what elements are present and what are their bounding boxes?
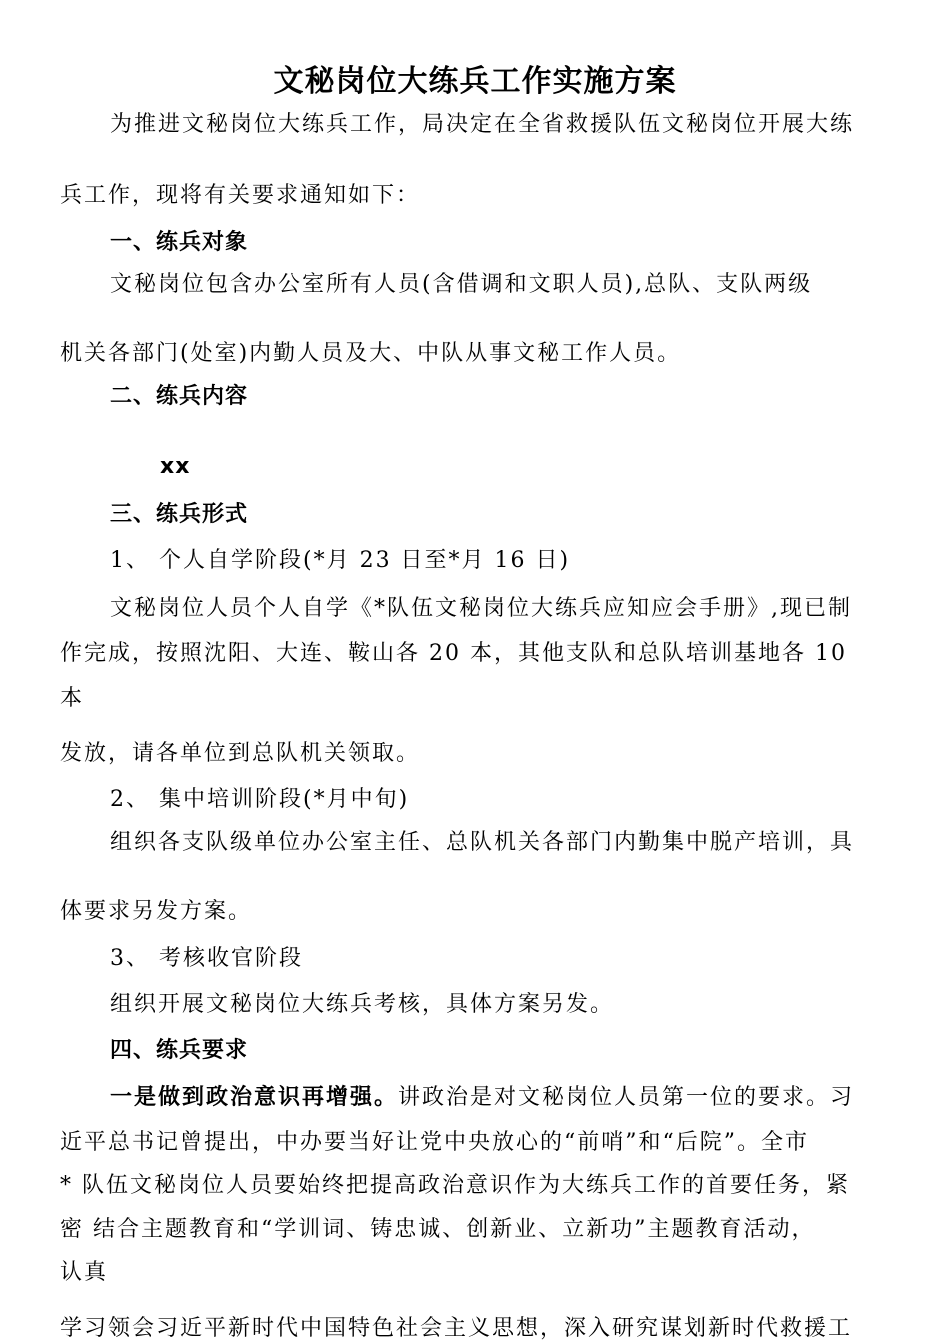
requirement-1-line-3: * 队伍文秘岗位人员要始终把提高政治意识作为大练兵工作的首要任务，紧 (60, 1173, 850, 1198)
stage-1-line-4: 发放，请各单位到总队机关领取。 (60, 741, 421, 766)
section-3-heading: 三、练兵形式 (110, 502, 249, 527)
section-1-line-2: 机关各部门(处室)内勤人员及大、中队从事文秘工作人员。 (60, 341, 682, 366)
section-4-heading: 四、练兵要求 (110, 1038, 249, 1063)
stage-1-title: 1、 个人自学阶段(*月 23 日至*月 16 日) (110, 548, 571, 573)
stage-2-line-2: 体要求另发方案。 (60, 899, 253, 924)
section-2-heading: 二、练兵内容 (110, 384, 249, 409)
stage-3-title: 3、 考核收官阶段 (110, 946, 303, 971)
document-title: 文秘岗位大练兵工作实施方案 (273, 64, 677, 99)
section-1-heading: 一、练兵对象 (110, 230, 249, 255)
stage-1-line-3: 本 (60, 686, 85, 711)
stage-1-line-1: 文秘岗位人员个人自学《*队伍文秘岗位大练兵应知应会手册》,现已制 (110, 596, 852, 621)
intro-line-2: 兵工作，现将有关要求通知如下： (60, 183, 421, 208)
requirement-1-line-6: 学习领会习近平新时代中国特色社会主义思想，深入研究谋划新时代救援工 (60, 1316, 853, 1341)
requirement-1-line-1 (110, 1083, 888, 1113)
intro-line-1: 为推进文秘岗位大练兵工作，局决定在全省救援队伍文秘岗位开展大练 (110, 112, 855, 137)
requirement-1-line-4: 密 结合主题教育和“学训词、铸忠诚、创新业、立新功”主题教育活动， (60, 1217, 816, 1242)
stage-3-body: 组织开展文秘岗位大练兵考核，具体方案另发。 (110, 992, 615, 1017)
requirement-1-line-2: 近平总书记曾提出，中办要当好让党中央放心的“前哨”和“后院”。全市 (60, 1130, 809, 1155)
section-1-line-1: 文秘岗位包含办公室所有人员(含借调和文职人员),总队、支队两级 (110, 272, 813, 297)
stage-2-line-1: 组织各支队级单位办公室主任、总队机关各部门内勤集中脱产培训，具 (110, 830, 855, 855)
stage-1-line-2: 作完成，按照沈阳、大连、鞍山各 20 本，其他支队和总队培训基地各 10 (60, 641, 847, 666)
requirement-1-text: 讲政治是对文秘岗位人员第一位的要求。习 (398, 1085, 855, 1110)
section-2-body: xx (160, 454, 191, 479)
requirement-1-lead: 一是做到政治意识再增强。 (110, 1085, 399, 1110)
requirement-1-line-5: 认真 (60, 1260, 109, 1285)
stage-2-title: 2、 集中培训阶段(*月中旬) (110, 787, 410, 812)
